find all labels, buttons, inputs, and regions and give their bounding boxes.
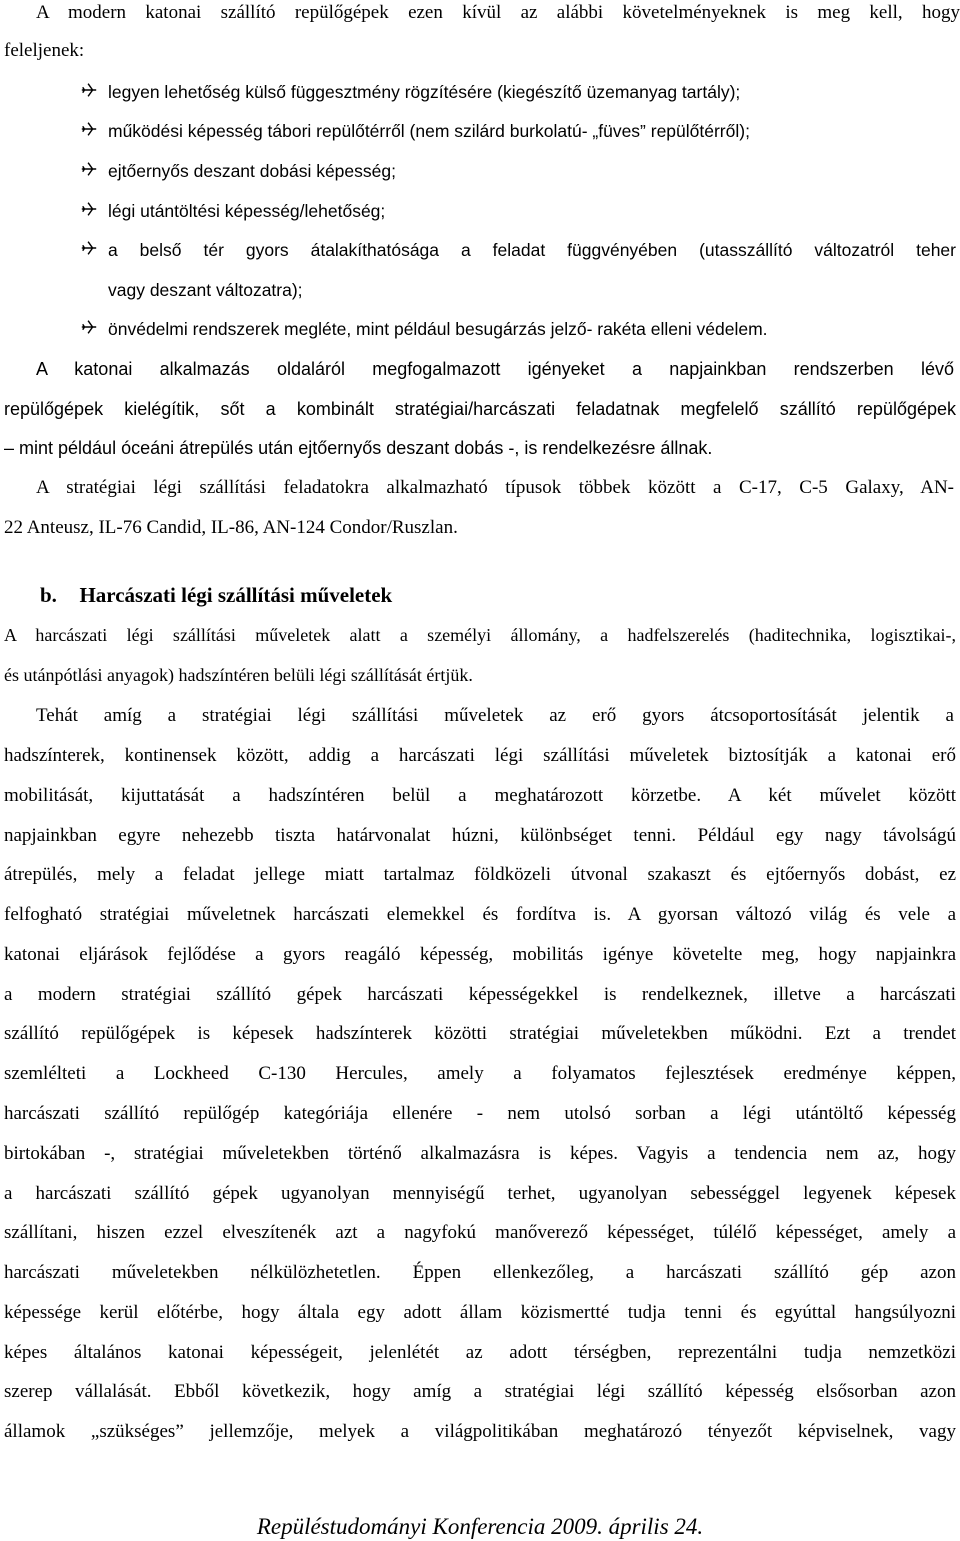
paragraph-line: szállító repülőgépek is képesek hadszínterek közötti stratégiai műveletekben működni. Ezt a trendet (4, 1023, 956, 1044)
paragraph-line: birtokában -, stratégiai műveletekben történő alkalmazásra is képes. Vagyis a tendencia nem az, hogy (4, 1143, 956, 1164)
paragraph-line: 22 Anteusz, IL-76 Candid, IL-86, AN-124 Condor/Ruszlan. (4, 517, 458, 538)
airplane-bullet-icon (80, 318, 98, 336)
paragraph-line: a modern stratégiai szállító gépek harcászati képességekkel is rendelkeznek, illetve a harcászati (4, 984, 956, 1005)
intro-line-1: A modern katonai szállító repülőgépek ezen kívül az alábbi követelményeknek is meg kell, hogy (36, 2, 960, 23)
paragraph-line: napjainkban egyre nehezebb tiszta határvonalat húzni, különbséget tenni. Például egy nagy távolságú (4, 825, 956, 846)
airplane-bullet-icon (80, 120, 98, 138)
paragraph-line: A harcászati légi szállítási műveletek alatt a személyi állomány, a hadfelszerelés (haditechnika, logisztikai-, (4, 625, 956, 645)
paragraph-line: hadszínterek, kontinensek között, addig a harcászati légi szállítási műveletek biztosítják a katonai erő (4, 745, 956, 766)
list-item-continuation: vagy deszant változatra); (108, 280, 303, 300)
airplane-bullet-icon (80, 160, 98, 178)
paragraph-line: szerep vállalását. Ebből következik, hogy amíg a stratégiai légi szállító képesség elsősorban azon (4, 1381, 956, 1402)
paragraph-line: katonai eljárások fejlődése a gyors reagáló képesség, mobilitás igénye követelte meg, hogy napjainkra (4, 944, 956, 965)
paragraph-line: A stratégiai légi szállítási feladatokra alkalmazható típusok többek között a C-17, C-5 Galaxy, AN- (36, 477, 954, 498)
paragraph-line: harcászati szállító repülőgép kategóriája ellenére - nem utolsó sorban a légi utántöltő képesség (4, 1103, 956, 1124)
section-number: b. (40, 583, 57, 607)
airplane-bullet-icon (80, 239, 98, 257)
airplane-bullet-icon (80, 81, 98, 99)
list-item: önvédelmi rendszerek megléte, mint például besugárzás jelző- rakéta elleni védelem. (108, 319, 768, 339)
paragraph-line: és utánpótlási anyagok) hadszíntéren belüli légi szállítását értjük. (4, 665, 473, 685)
paragraph-line: szemlélteti a Lockheed C-130 Hercules, amely a folyamatos fejlesztések eredménye képpen, (4, 1063, 956, 1084)
section-title: Harcászati légi szállítási műveletek (79, 583, 393, 607)
paragraph-line: átrepülés, mely a feladat jellege miatt tartalmaz földközeli útvonal szakaszt és ejtőernyős dobást, ez (4, 864, 956, 885)
paragraph-line: A katonai alkalmazás oldaláról megfogalmazott igényeket a napjainkban rendszerben lévő (36, 359, 954, 379)
airplane-bullet-icon (80, 200, 98, 218)
list-item: a belső tér gyors átalakíthatósága a feladat függvényében (utasszállító változatról teher (108, 240, 956, 260)
paragraph-line: a harcászati szállító gépek ugyanolyan mennyiségű terhet, ugyanolyan sebességgel legyenek képesek (4, 1183, 956, 1204)
paragraph-line: államok „szükséges” jellemzője, melyek a világpolitikában meghatározó tényezőt képviselnek, vagy (4, 1421, 956, 1442)
paragraph-line: harcászati műveletekben nélkülözhetetlen. Éppen ellenkezőleg, a harcászati szállító gép azon (4, 1262, 956, 1283)
paragraph-line: szállítani, hiszen ezzel elveszítenék azt a nagyfokú manőverező képességet, túlélő képességet, amely a (4, 1222, 956, 1243)
paragraph-line: – mint például óceáni átrepülés után ejtőernyős deszant dobás -, is rendelkezésre állnak. (4, 438, 713, 458)
intro-line-2: feleljenek: (4, 40, 85, 61)
list-item: ejtőernyős deszant dobási képesség; (108, 161, 396, 181)
list-item: legyen lehetőség külső függesztmény rögzítésére (kiegészítő üzemanyag tartály); (108, 82, 741, 102)
paragraph-line: Tehát amíg a stratégiai légi szállítási műveletek az erő gyors átcsoportosítását jelentik a (36, 705, 954, 726)
paragraph-line: mobilitását, kijuttatását a hadszíntéren belül a meghatározott körzetbe. A két művelet között (4, 785, 956, 806)
paragraph-line: képes általános katonai képességeit, jelenlétét az adott térségben, reprezentálni tudja nemzetközi (4, 1342, 956, 1363)
list-item: működési képesség tábori repülőtérről (nem szilárd burkolatú- „füves” repülőtérről); (108, 121, 750, 141)
section-heading (40, 583, 392, 607)
list-item: légi utántöltési képesség/lehetőség; (108, 201, 386, 221)
paragraph-line: repülőgépek kielégítik, sőt a kombinált stratégiai/harcászati feladatnak megfelelő szállító repülőgépek (4, 399, 956, 419)
paragraph-line: felfogható stratégiai műveletnek harcászati elemekkel és fordítva is. A gyorsan változó világ és vele a (4, 904, 956, 925)
paragraph-line: képessége kerül előtérbe, hogy általa egy adott állam közismertté tudja tenni és egyúttal hangsúlyozni (4, 1302, 956, 1323)
page-footer: Repüléstudományi Konferencia 2009. április 24. (256, 1514, 704, 1539)
